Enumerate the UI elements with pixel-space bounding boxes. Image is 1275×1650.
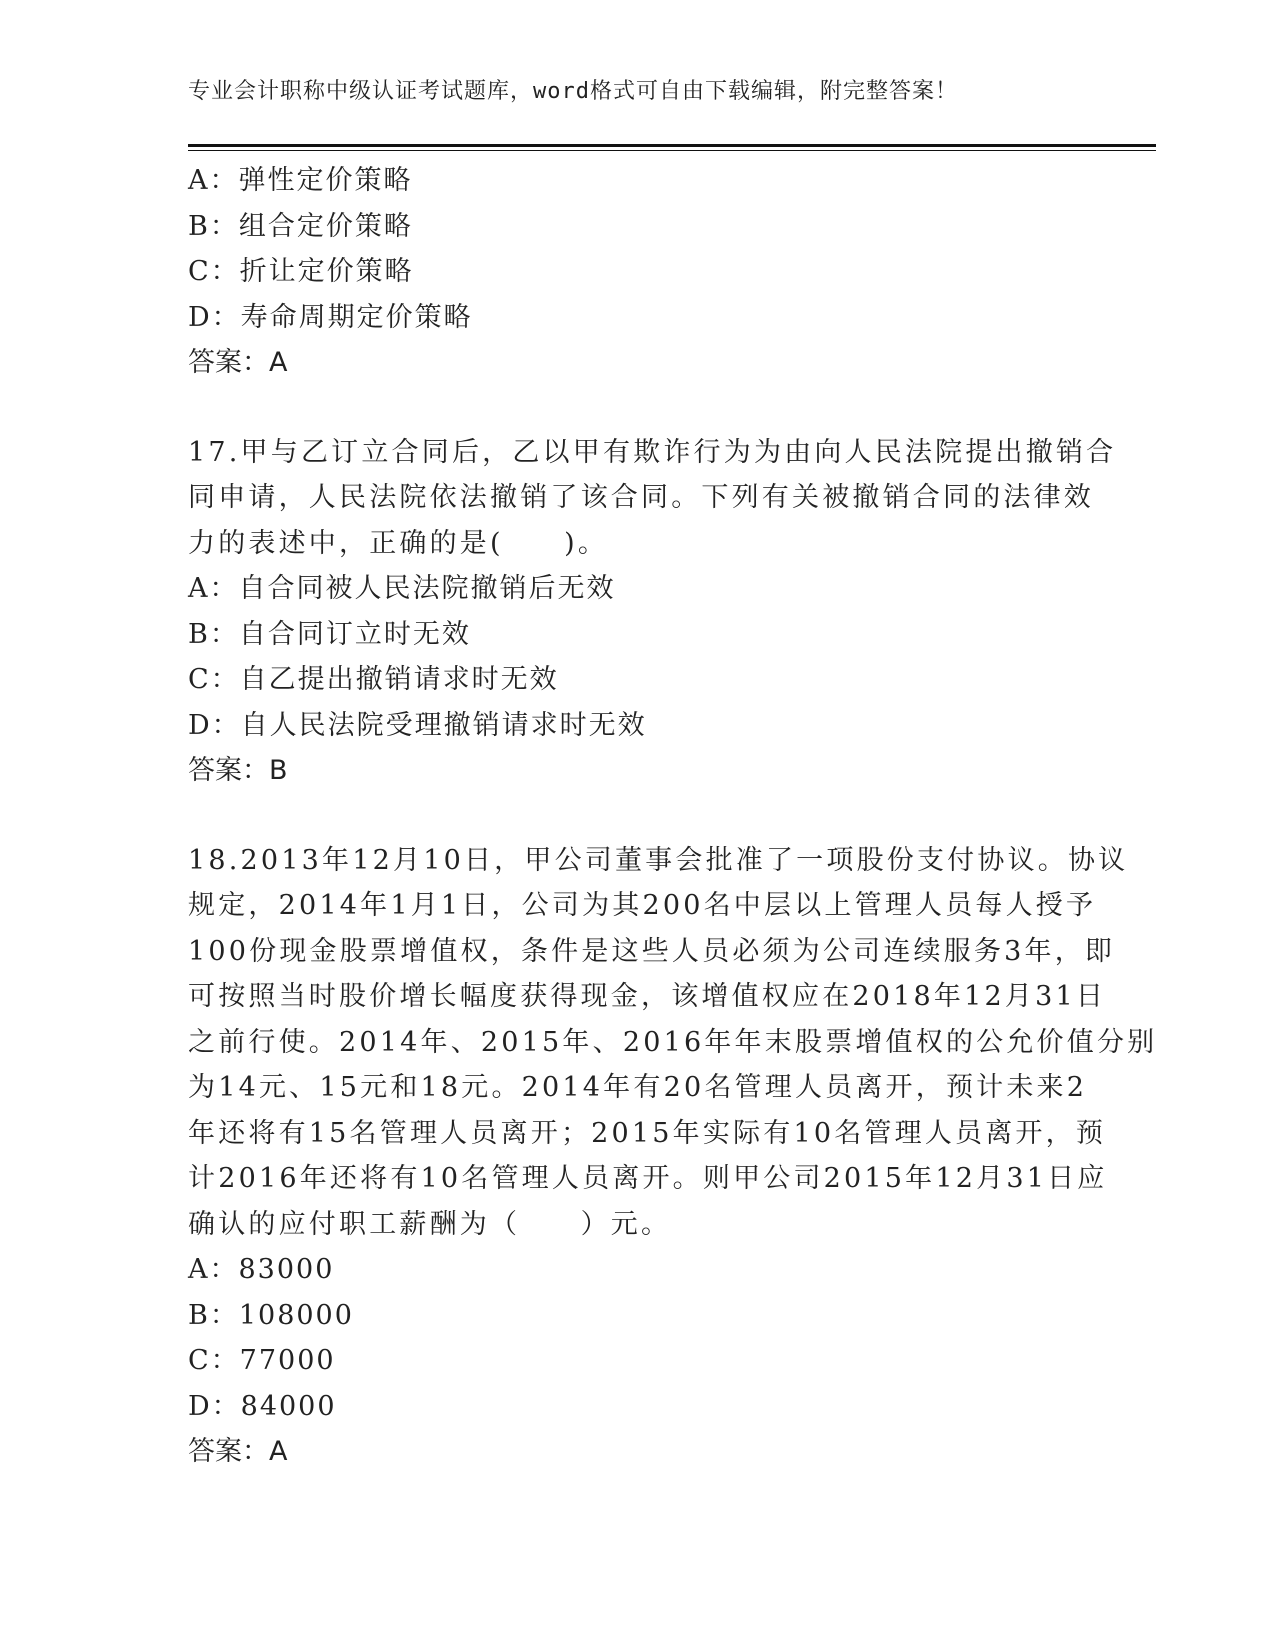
stem-line: 确认的应付职工薪酬为（ ）元。: [188, 1208, 672, 1240]
option-c: C：77000: [188, 1345, 336, 1376]
option-a: A：83000: [188, 1254, 335, 1285]
stem-line: 计2016年还将有10名管理人员离开。则甲公司2015年12月31日应: [188, 1163, 1108, 1194]
stem-line: 规定，2014年1月1日，公司为其200名中层以上管理人员每人授予: [188, 890, 1097, 921]
stem-line: 18.2013年12月10日，甲公司董事会批准了一项股份支付协议。协议: [188, 844, 1129, 876]
question-block: [188, 838, 1158, 1475]
question-list: [188, 158, 1158, 1475]
option-a: A：自合同被人民法院撤销后无效: [188, 573, 616, 604]
option-c: C：折让定价策略: [188, 256, 414, 287]
option-b: B：自合同订立时无效: [188, 618, 471, 650]
spacer: [188, 794, 1088, 838]
stem-line: 之前行使。2014年、2015年、2016年年末股票增值权的公允价值分别: [188, 1026, 1158, 1058]
option-c: C：自乙提出撤销请求时无效: [188, 664, 559, 695]
option-b: B：108000: [188, 1299, 354, 1331]
stem-line: 年还将有15名管理人员离开；2015年实际有10名管理人员离开，预: [188, 1117, 1107, 1149]
answer-line: 答案：A: [188, 347, 288, 378]
question-stem: [188, 838, 1158, 1248]
option-d: D：寿命周期定价策略: [188, 301, 473, 333]
question-stem: [188, 430, 1117, 567]
header-rule-thin: [188, 150, 1156, 151]
stem-line: 100份现金股票增值权，条件是这些人员必须为公司连续服务3年，即: [188, 935, 1116, 967]
option-d: D：84000: [188, 1390, 337, 1422]
option-b: B：组合定价策略: [188, 210, 413, 242]
stem-line: 可按照当时股价增长幅度获得现金，该增值权应在2018年12月31日: [188, 981, 1107, 1012]
answer-line: 答案：B: [188, 755, 288, 786]
spacer: [188, 386, 1088, 430]
option-a: A：弹性定价策略: [188, 165, 413, 196]
stem-line: 为14元、15元和18元。2014年有20名管理人员离开，预计未来2: [188, 1072, 1088, 1103]
question-block: [188, 158, 1088, 386]
answer-line: 答案：A: [188, 1436, 288, 1467]
stem-line: 力的表述中，正确的是( )。: [188, 527, 609, 559]
header-rule-thick: [188, 144, 1156, 147]
question-block: [188, 430, 1117, 794]
option-d: D：自人民法院受理撤销请求时无效: [188, 709, 647, 741]
stem-line: 17.甲与乙订立合同后，乙以甲有欺诈行为为由向人民法院提出撤销合: [188, 436, 1117, 468]
stem-line: 同申请，人民法院依法撤销了该合同。下列有关被撤销合同的法律效: [188, 482, 1094, 513]
page-header: 专业会计职称中级认证考试题库，word格式可自由下载编辑，附完整答案！: [188, 79, 958, 104]
